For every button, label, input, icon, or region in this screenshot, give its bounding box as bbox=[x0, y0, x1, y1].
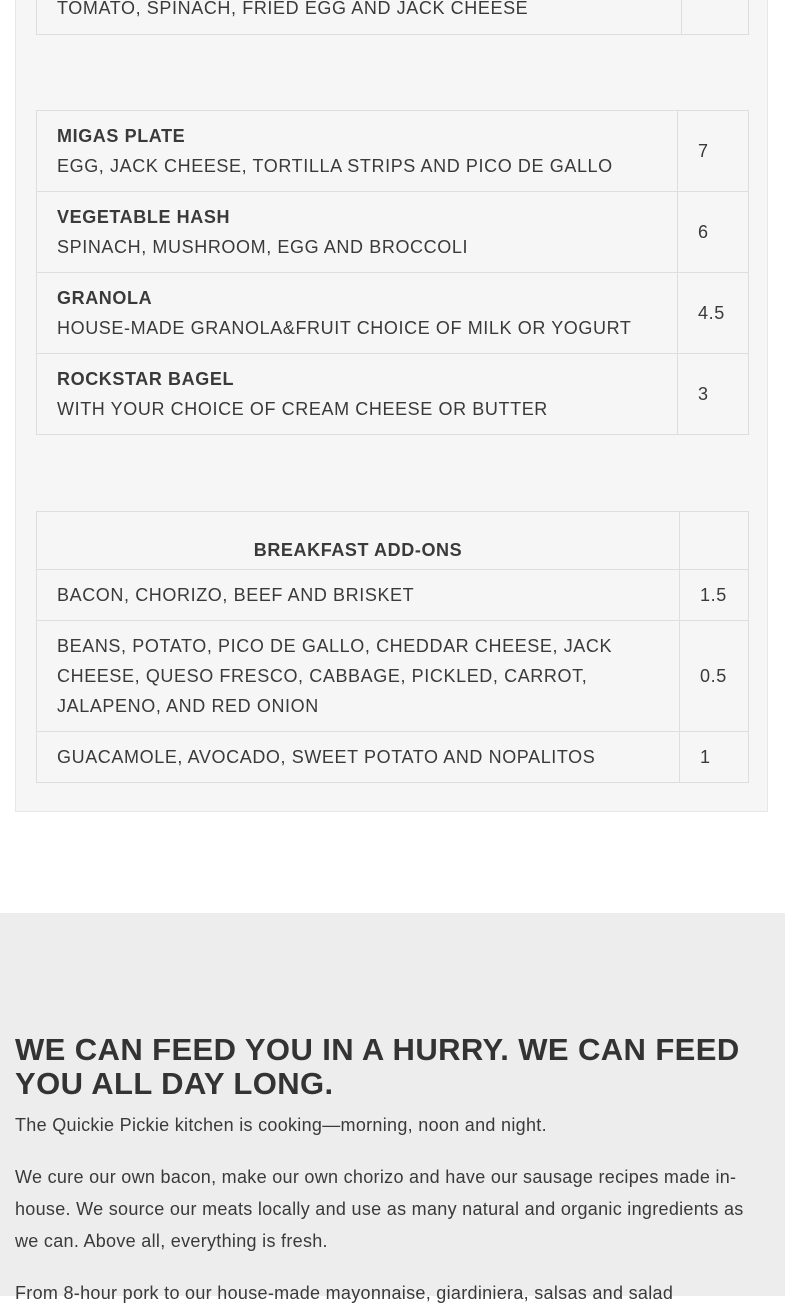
menu-table-breakfast bbox=[36, 110, 749, 435]
menu-item-description: EGG, JACK CHEESE, TORTILLA STRIPS AND PICO DE GALLO bbox=[57, 156, 613, 176]
table-row bbox=[37, 732, 749, 783]
about-paragraph: The Quickie Pickie kitchen is cooking—morning, noon and night. bbox=[15, 1115, 547, 1135]
addons-heading: BREAKFAST ADD-ONS bbox=[37, 512, 680, 570]
addon-description: GUACAMOLE, AVOCADO, SWEET POTATO AND NOPALITOS bbox=[37, 732, 680, 783]
menu-item-description: TOMATO, SPINACH, FRIED EGG AND JACK CHEESE bbox=[57, 0, 529, 18]
table-row bbox=[37, 273, 749, 354]
about-section bbox=[0, 913, 785, 1303]
table-header-row bbox=[37, 512, 749, 570]
about-paragraph: We cure our own bacon, make our own chorizo and have our sausage recipes made in-house. We source our meats locally and use as many natural and organic ingredients as we can. Above all, everything is fresh. bbox=[15, 1167, 744, 1251]
table-row bbox=[37, 0, 749, 35]
menu-item-name: GRANOLA bbox=[57, 288, 153, 308]
menu-item-description: SPINACH, MUSHROOM, EGG AND BROCCOLI bbox=[57, 237, 469, 257]
menu-item-cell bbox=[37, 354, 678, 435]
table-row bbox=[37, 621, 749, 732]
addon-price: 1 bbox=[680, 732, 749, 783]
about-heading: WE CAN FEED YOU IN A HURRY. WE CAN FEED YOU ALL DAY LONG. bbox=[15, 1032, 740, 1101]
menu-item-price: 4.5 bbox=[678, 273, 749, 354]
menu-item-price: 7 bbox=[678, 111, 749, 192]
menu-item-price: 6 bbox=[678, 192, 749, 273]
menu-item-price bbox=[682, 0, 749, 35]
menu-item-cell bbox=[37, 192, 678, 273]
addon-price: 1.5 bbox=[680, 570, 749, 621]
table-row bbox=[37, 192, 749, 273]
table-row bbox=[37, 111, 749, 192]
about-paragraph: From 8-hour pork to our house-made mayonnaise, giardiniera, salsas and salad bbox=[15, 1283, 674, 1303]
menu-item-description: WITH YOUR CHOICE OF CREAM CHEESE OR BUTTER bbox=[57, 399, 548, 419]
menu-item-name: VEGETABLE HASH bbox=[57, 207, 231, 227]
menu-item-name: MIGAS PLATE bbox=[57, 126, 186, 146]
menu-item-name: ROCKSTAR BAGEL bbox=[57, 369, 235, 389]
addon-description: BACON, CHORIZO, BEEF AND BRISKET bbox=[37, 570, 680, 621]
menu-item-cell bbox=[37, 273, 678, 354]
menu-item-cell bbox=[37, 0, 682, 35]
menu-item-cell bbox=[37, 111, 678, 192]
menu-item-description: HOUSE-MADE GRANOLA&FRUIT CHOICE OF MILK OR YOGURT bbox=[57, 318, 632, 338]
table-row bbox=[37, 354, 749, 435]
menu-table-previous bbox=[36, 0, 749, 35]
addon-price: 0.5 bbox=[680, 621, 749, 732]
menu-item-price: 3 bbox=[678, 354, 749, 435]
addon-description: BEANS, POTATO, PICO DE GALLO, CHEDDAR CHEESE, JACK CHEESE, QUESO FRESCO, CABBAGE, PICKLED, CARROT, JALAPENO, AND RED ONION bbox=[37, 621, 680, 732]
addons-heading-price-cell bbox=[680, 512, 749, 570]
menu-table-addons bbox=[36, 511, 749, 783]
table-row bbox=[37, 570, 749, 621]
